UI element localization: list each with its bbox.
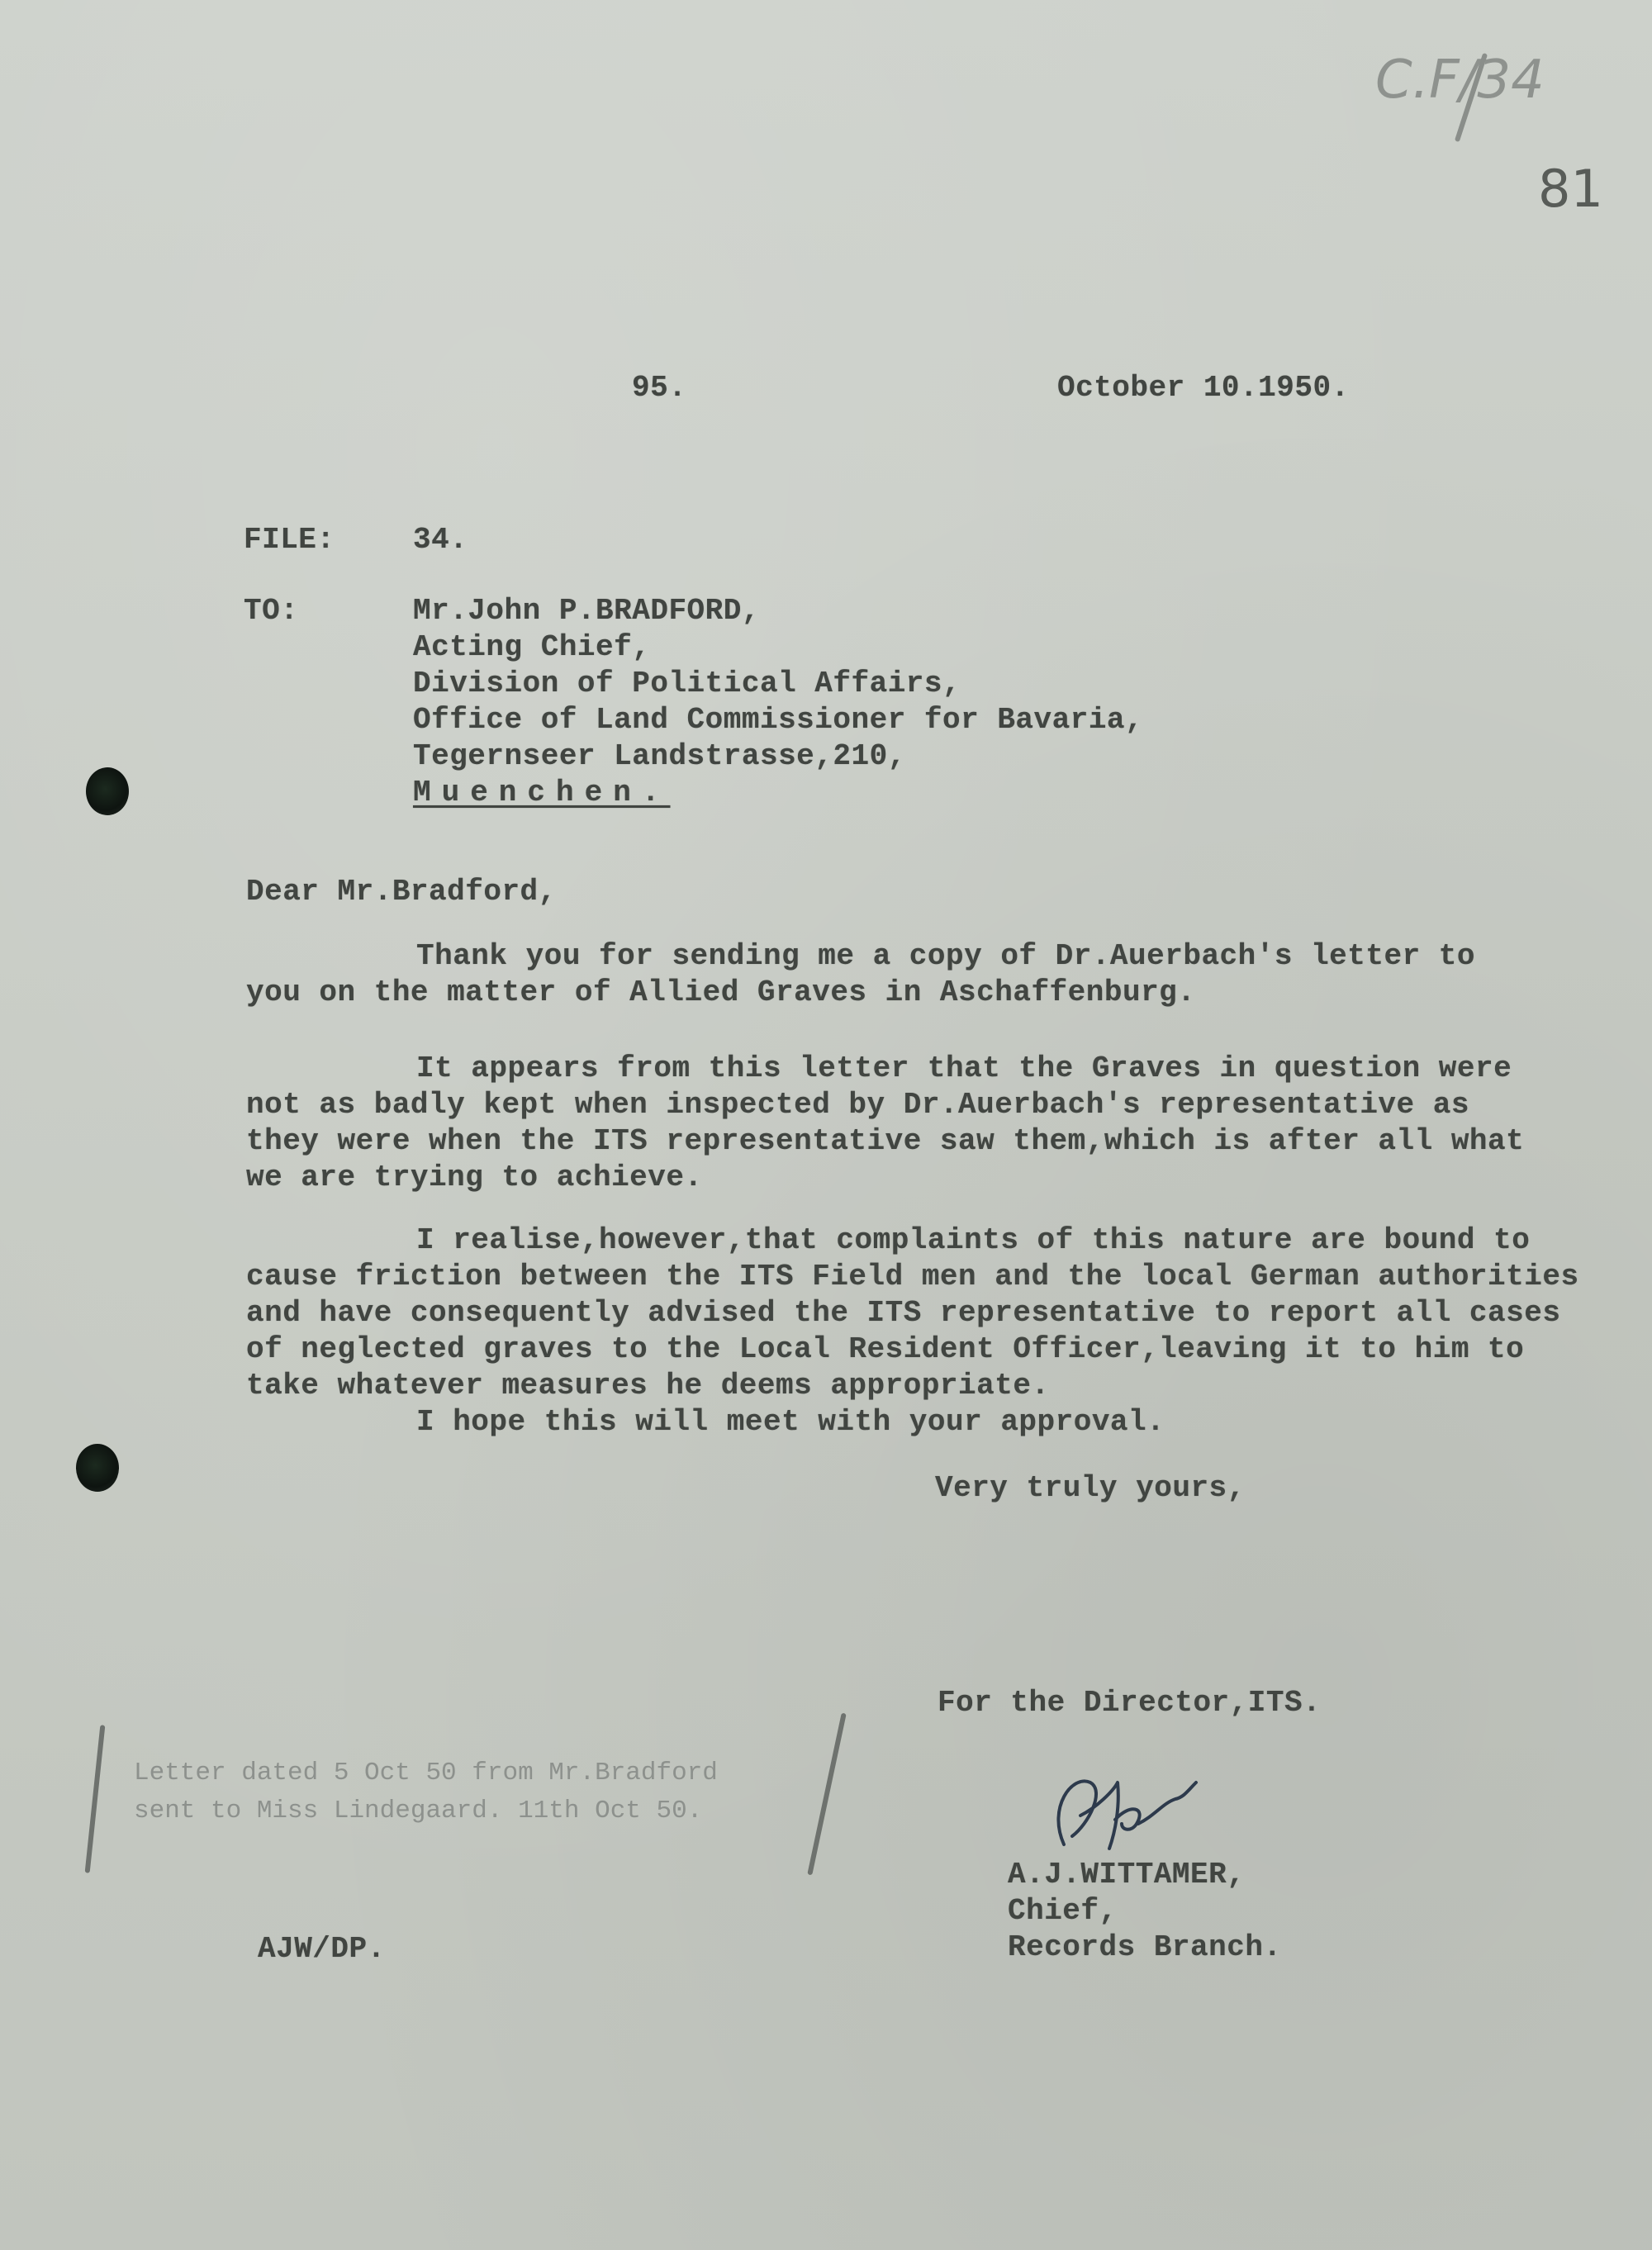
file-number: 34. xyxy=(413,523,468,557)
address-city: Muenchen. xyxy=(413,776,671,809)
archive-note xyxy=(134,1754,718,1830)
address-line: Mr.John P.BRADFORD, xyxy=(413,594,760,628)
body-paragraph xyxy=(246,1051,1524,1196)
paragraph-line: not as badly kept when inspected by Dr.Auerbach's representative as xyxy=(246,1088,1469,1122)
reference-code: C.F/34 xyxy=(1375,50,1545,111)
body-paragraph xyxy=(246,1222,1579,1441)
paragraph-line: cause friction between the ITS Field men and the local German authorities xyxy=(246,1260,1579,1294)
archive-note-line: Letter dated 5 Oct 50 from Mr.Bradford xyxy=(134,1759,718,1787)
signatory-department: Records Branch. xyxy=(1008,1930,1282,1964)
paragraph-line: of neglected graves to the Local Resident Officer,leaving it to him to xyxy=(246,1332,1525,1366)
letter-number: 95. xyxy=(632,371,687,405)
paragraph-line: Thank you for sending me a copy of Dr.Auerbach's letter to xyxy=(416,939,1476,973)
file-label: FILE: xyxy=(244,523,335,557)
archive-note-bracket-left xyxy=(85,1725,106,1873)
paragraph-line: It appears from this letter that the Graves in question were xyxy=(416,1051,1512,1085)
punch-hole-bottom xyxy=(76,1444,119,1492)
paragraph-line: take whatever measures he deems appropriate. xyxy=(246,1369,1050,1403)
signature-on-behalf: For the Director,ITS. xyxy=(938,1686,1322,1720)
punch-hole-top xyxy=(86,767,129,815)
signatory xyxy=(1008,1857,1282,1966)
paragraph-line: I hope this will meet with your approval. xyxy=(416,1405,1165,1439)
paragraph-line: and have consequently advised the ITS representative to report all cases xyxy=(246,1296,1561,1330)
signatory-title: Chief, xyxy=(1008,1894,1118,1928)
salutation: Dear Mr.Bradford, xyxy=(246,875,557,909)
signatory-name: A.J.WITTAMER, xyxy=(1008,1858,1246,1892)
recipient-address xyxy=(413,593,1143,811)
address-line: Acting Chief, xyxy=(413,630,651,664)
recipient-label: TO: xyxy=(244,594,299,628)
address-line: Division of Political Affairs, xyxy=(413,667,961,700)
paragraph-line: I realise,however,that complaints of this nature are bound to xyxy=(416,1223,1531,1257)
handwritten-signature xyxy=(1039,1758,1204,1865)
paragraph-line: we are trying to achieve. xyxy=(246,1161,703,1194)
paragraph-line: they were when the ITS representative saw them,which is after all what xyxy=(246,1124,1525,1158)
closing: Very truly yours, xyxy=(935,1471,1246,1505)
page-number: 81 xyxy=(1538,159,1603,219)
body-paragraph xyxy=(246,938,1475,1011)
paragraph-line: you on the matter of Allied Graves in Aschaffenburg. xyxy=(246,975,1196,1009)
address-line: Tegernseer Landstrasse,210, xyxy=(413,739,906,773)
letter-date: October 10.1950. xyxy=(1057,371,1350,405)
address-line: Office of Land Commissioner for Bavaria, xyxy=(413,703,1144,737)
archive-note-line: sent to Miss Lindegaard. 11th Oct 50. xyxy=(134,1797,703,1825)
typist-initials: AJW/DP. xyxy=(258,1932,386,1966)
archive-note-bracket-right xyxy=(807,1713,846,1876)
